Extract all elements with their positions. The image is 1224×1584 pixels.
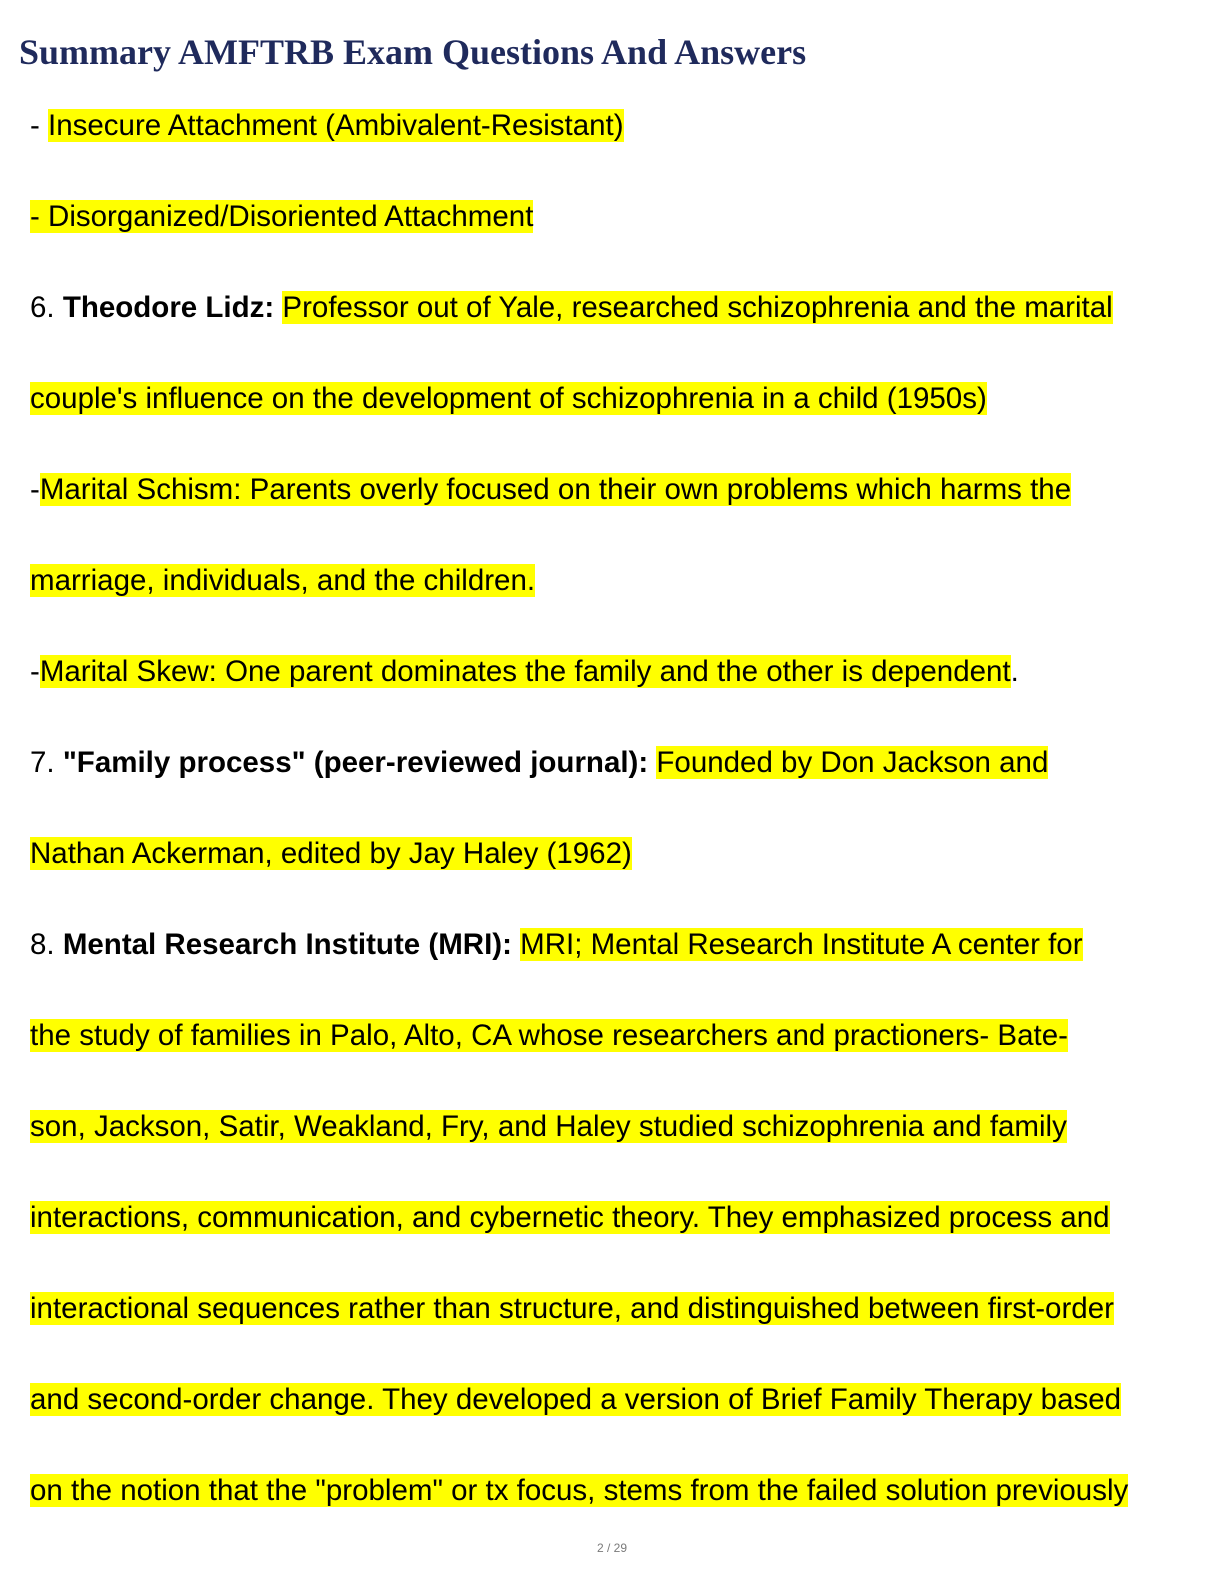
plain-text	[512, 928, 520, 961]
highlighted-text: couple's influence on the development of schizophrenia in a child (1950s)	[30, 382, 987, 415]
highlighted-text: Insecure Attachment (Ambivalent-Resistant)	[48, 109, 624, 142]
plain-text: 7.	[30, 746, 63, 779]
text-line	[30, 836, 632, 872]
text-line	[30, 1200, 1110, 1236]
text-line	[30, 108, 624, 144]
plain-text: -	[30, 109, 49, 142]
text-line	[30, 199, 533, 235]
term-label: "Family process" (peer-reviewed journal):	[62, 746, 649, 779]
plain-text: -	[30, 655, 40, 688]
text-line	[30, 745, 1048, 781]
highlighted-text: Marital Skew: One parent dominates the family and the other is dependent	[39, 655, 1011, 688]
highlighted-text: son, Jackson, Satir, Weakland, Fry, and Haley studied schizophrenia and family	[30, 1110, 1067, 1143]
highlighted-text: Founded by Don Jackson and	[656, 746, 1049, 779]
highlighted-text: Marital Schism: Parents overly focused on their own problems which harms the	[39, 473, 1072, 506]
text-line	[30, 927, 1083, 963]
plain-text: .	[1010, 655, 1019, 688]
text-line	[30, 654, 1019, 690]
highlighted-text: interactions, communication, and cybernetic theory. They emphasized process and	[30, 1201, 1110, 1234]
text-line	[30, 381, 987, 417]
highlighted-text: the study of families in Palo, Alto, CA whose researchers and practioners- Bate-	[30, 1019, 1068, 1052]
term-label: Theodore Lidz:	[62, 291, 275, 324]
text-line	[30, 1018, 1068, 1054]
page-indicator: 2 / 29	[596, 1541, 628, 1555]
term-label: Mental Research Institute (MRI):	[62, 928, 512, 961]
document-title: Summary AMFTRB Exam Questions And Answers	[19, 32, 807, 72]
text-line	[30, 1382, 1121, 1418]
highlighted-text: marriage, individuals, and the children.	[30, 564, 536, 597]
text-line	[30, 563, 535, 599]
text-line	[30, 472, 1071, 508]
highlighted-text: - Disorganized/Disoriented Attachment	[30, 200, 534, 233]
highlighted-text: Professor out of Yale, researched schizophrenia and the marital	[282, 291, 1113, 324]
highlighted-text: and second-order change. They developed a version of Brief Family Therapy based	[30, 1383, 1122, 1416]
highlighted-text: on the notion that the "problem" or tx focus, stems from the failed solution previously	[30, 1474, 1129, 1507]
highlighted-text: MRI; Mental Research Institute A center for	[520, 928, 1083, 961]
highlighted-text: Nathan Ackerman, edited by Jay Haley (1962)	[30, 837, 632, 870]
plain-text: 8.	[30, 928, 63, 961]
text-line	[30, 290, 1113, 326]
text-line	[30, 1109, 1067, 1145]
highlighted-text: interactional sequences rather than structure, and distinguished between first-order	[30, 1292, 1114, 1325]
text-line	[30, 1291, 1114, 1327]
plain-text: 6.	[30, 291, 63, 324]
plain-text: -	[30, 473, 40, 506]
text-line	[30, 1473, 1128, 1509]
